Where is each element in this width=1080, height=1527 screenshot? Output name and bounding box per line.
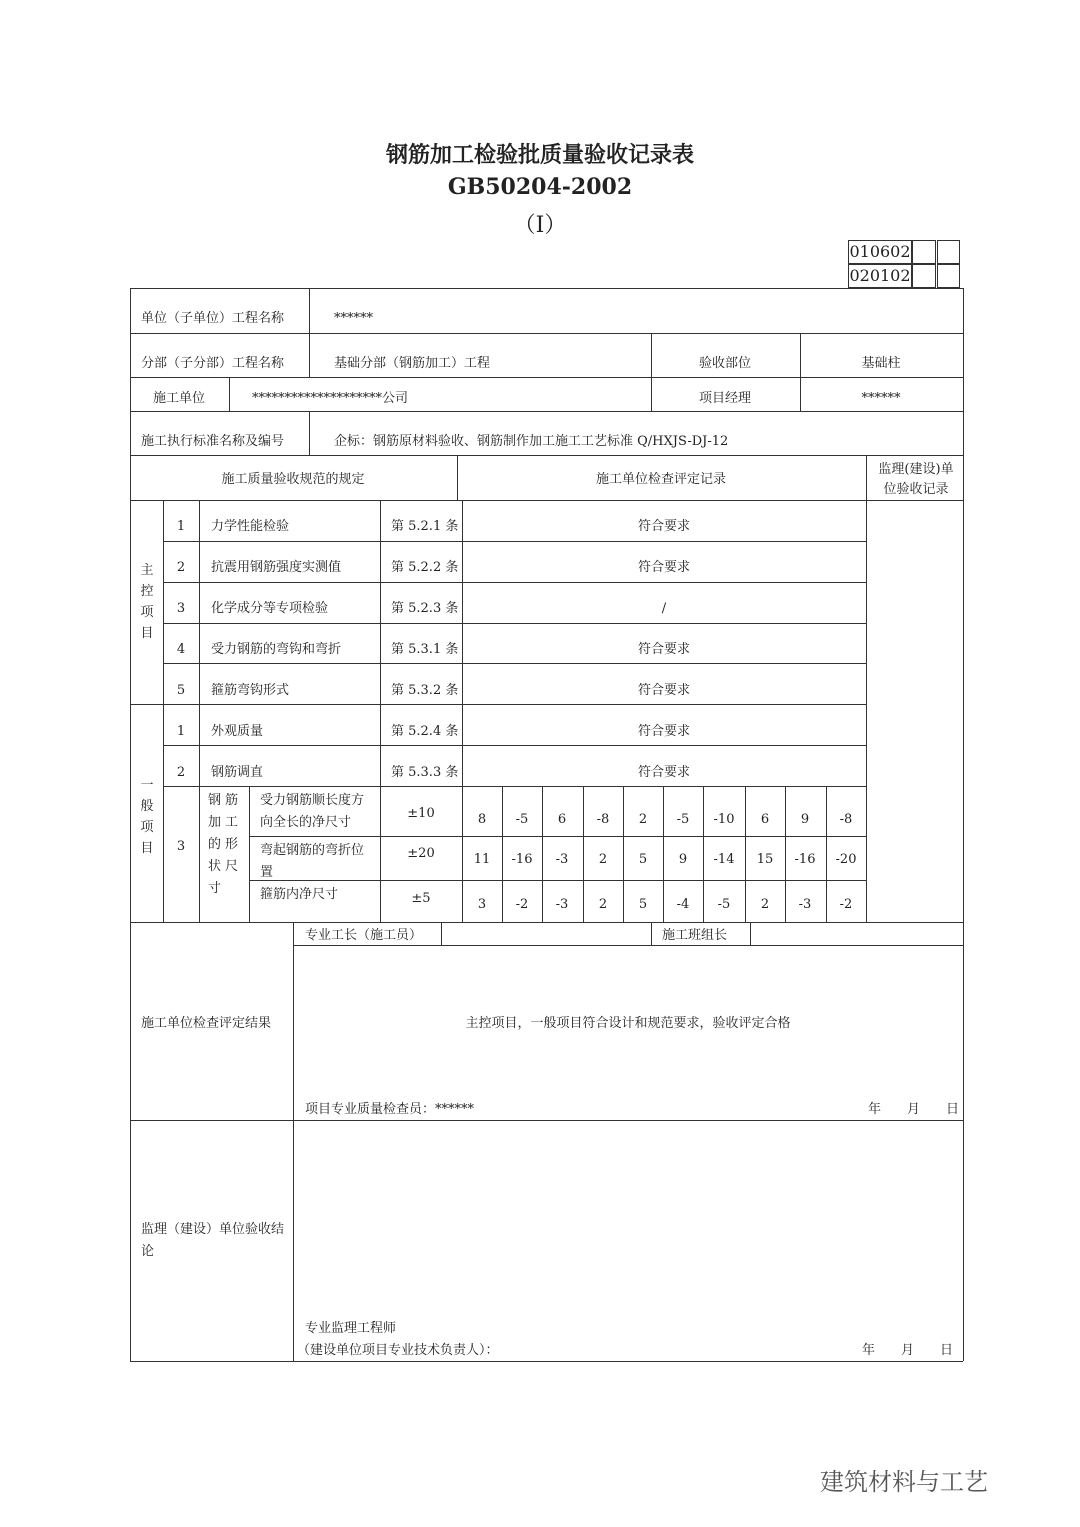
grid-line [130, 704, 866, 705]
measured-value: 6 [557, 812, 567, 827]
form-title: 钢筋加工检验批质量验收记录表 [385, 142, 695, 168]
measured-value: -16 [511, 852, 533, 867]
code-box-1: 010602 [848, 240, 912, 264]
grid-line [462, 500, 463, 922]
grid-line [293, 922, 294, 1361]
measured-value: 11 [473, 852, 491, 867]
measured-value: -10 [713, 812, 735, 827]
measured-value: -3 [798, 897, 812, 912]
team-leader-label: 施工班组长 [662, 928, 728, 943]
item-clause: 第 5.2.4 条 [391, 724, 459, 739]
code-empty-box [912, 264, 936, 288]
measured-value: -3 [555, 852, 569, 867]
grid-line [199, 500, 200, 922]
shape-row-name: 箍筋内净尺寸 [260, 887, 339, 902]
main-control-label: 主控项目 [140, 563, 154, 641]
part-label: 验收部位 [698, 356, 752, 371]
measured-value: -3 [555, 897, 569, 912]
unit-label: 单位（子单位）工程名称 [141, 311, 285, 326]
measured-value: -14 [713, 852, 735, 867]
shape-row-tolerance: ±5 [411, 891, 431, 906]
item-clause: 第 5.3.3 条 [391, 765, 459, 780]
shape-row-name: 受力钢筋顺长度方向全长的净尺寸 [260, 793, 365, 830]
measured-value: 9 [678, 852, 688, 867]
code-empty-box [937, 240, 960, 264]
measured-value: 2 [760, 897, 770, 912]
grid-line [623, 786, 624, 922]
item-name: 力学性能检验 [211, 519, 290, 534]
item-name: 外观质量 [211, 724, 264, 739]
grid-line [583, 786, 584, 922]
item-no: 1 [176, 519, 186, 534]
grid-line [163, 786, 866, 787]
result-date: 年 月 日 [868, 1102, 960, 1117]
grid-line [457, 455, 458, 500]
measured-value: 2 [638, 812, 648, 827]
grid-line [130, 500, 963, 501]
part-value: 基础柱 [861, 356, 901, 371]
item-result: 符合要求 [637, 560, 691, 575]
conclusion-date: 年 月 日 [862, 1343, 954, 1358]
grid-line [502, 786, 503, 922]
grid-line [249, 836, 866, 837]
item-result: 符合要求 [637, 683, 691, 698]
measured-value: 6 [760, 812, 770, 827]
measured-value: 9 [800, 812, 810, 827]
col-record: 施工单位检查评定记录 [595, 472, 727, 487]
code-box-2: 020102 [848, 264, 912, 288]
grid-line [293, 945, 963, 946]
code-empty-box [937, 264, 960, 288]
grid-line [663, 786, 664, 922]
item-clause: 第 5.2.2 条 [391, 560, 459, 575]
result-text: 主控项目，一般项目符合设计和规范要求，验收评定合格 [465, 1016, 791, 1031]
item-result: 符合要求 [637, 765, 691, 780]
std-label: 施工执行标准名称及编号 [141, 434, 285, 449]
unit-value: ****** [334, 311, 373, 326]
shape-no: 3 [176, 839, 186, 854]
item-clause: 第 5.3.1 条 [391, 642, 459, 657]
item-name: 钢筋调直 [211, 765, 264, 780]
item-no: 2 [176, 560, 186, 575]
inspector: 项目专业质量检查员：****** [305, 1102, 475, 1117]
grid-line [130, 333, 963, 334]
col-supervisor: 监理(建设)单位验收记录 [878, 462, 954, 497]
grid-line [866, 455, 867, 922]
shape-row-tolerance: ±10 [407, 806, 435, 821]
measured-value: -16 [794, 852, 816, 867]
grid-line [130, 1120, 963, 1121]
grid-line [750, 922, 751, 945]
grid-line [163, 745, 866, 746]
item-name: 抗震用钢筋强度实测值 [211, 560, 342, 575]
result-label: 施工单位检查评定结果 [141, 1016, 272, 1031]
measured-value: 5 [638, 897, 648, 912]
owner-label: （建设单位项目专业技术负责人）： [297, 1343, 499, 1358]
code-empty-box [912, 240, 936, 264]
grid-line [800, 333, 801, 411]
grid-line [826, 786, 827, 922]
std-value: 企标：钢筋原材料验收、钢筋制作加工施工工艺标准 Q/HXJS-DJ-12 [334, 434, 729, 449]
grid-line [963, 288, 964, 1361]
general-label: 一般项目 [140, 778, 154, 856]
item-result: 符合要求 [637, 519, 691, 534]
item-name: 化学成分等专项检验 [211, 601, 329, 616]
item-result: / [661, 601, 667, 616]
item-no: 5 [176, 683, 186, 698]
item-name: 箍筋弯钩形式 [211, 683, 290, 698]
item-result: 符合要求 [637, 724, 691, 739]
item-no: 2 [176, 765, 186, 780]
grid-line [229, 377, 230, 411]
grid-line [651, 333, 652, 411]
measured-value: 15 [756, 852, 774, 867]
measured-value: 2 [598, 897, 608, 912]
grid-line [380, 500, 381, 922]
grid-line [785, 786, 786, 922]
grid-line [703, 786, 704, 922]
shape-label: 钢筋加工的形状尺寸 [208, 793, 243, 896]
grid-line [163, 663, 866, 664]
grid-line [542, 786, 543, 922]
grid-line [309, 288, 310, 377]
measured-value: -20 [835, 852, 857, 867]
conclusion-label: 监理（建设）单位验收结论 [141, 1222, 285, 1259]
grid-line [130, 288, 131, 1361]
grid-line [441, 922, 442, 945]
contractor-value: ********************公司 [252, 391, 409, 406]
pm-label: 项目经理 [698, 391, 752, 406]
item-result: 符合要求 [637, 642, 691, 657]
grid-line [130, 411, 963, 412]
measured-value: 3 [477, 897, 487, 912]
item-clause: 第 5.3.2 条 [391, 683, 459, 698]
grid-line [130, 288, 963, 289]
item-clause: 第 5.2.1 条 [391, 519, 459, 534]
sub-label: 分部（子分部）工程名称 [141, 356, 285, 371]
engineer-label: 专业监理工程师 [305, 1321, 397, 1336]
grid-line [163, 623, 866, 624]
grid-line [745, 786, 746, 922]
grid-line [309, 411, 310, 455]
grid-line [130, 1361, 963, 1362]
grid-line [130, 922, 963, 923]
item-no: 3 [176, 601, 186, 616]
measured-value: 2 [598, 852, 608, 867]
grid-line [249, 786, 250, 922]
grid-line [130, 455, 963, 456]
measured-value: -5 [717, 897, 731, 912]
item-no: 4 [176, 642, 186, 657]
grid-line [163, 541, 866, 542]
part-number: （Ⅰ） [513, 213, 567, 238]
grid-line [163, 582, 866, 583]
measured-value: -2 [515, 897, 529, 912]
measured-value: -5 [515, 812, 529, 827]
sub-value: 基础分部（钢筋加工）工程 [334, 356, 491, 371]
grid-line [651, 922, 652, 945]
watermark: 建筑材料与工艺 [820, 1468, 988, 1496]
col-spec: 施工质量验收规范的规定 [221, 472, 365, 487]
shape-row-tolerance: ±20 [407, 846, 435, 861]
measured-value: -8 [596, 812, 610, 827]
pm-value: ****** [861, 391, 901, 406]
contractor-label: 施工单位 [152, 391, 206, 406]
measured-value: -2 [839, 897, 853, 912]
item-no: 1 [176, 724, 186, 739]
shape-row-name: 弯起钢筋的弯折位置 [260, 843, 365, 880]
item-name: 受力钢筋的弯钩和弯折 [211, 642, 342, 657]
grid-line [130, 377, 963, 378]
standard-code: GB50204-2002 [447, 174, 633, 200]
measured-value: -4 [676, 897, 690, 912]
item-clause: 第 5.2.3 条 [391, 601, 459, 616]
measured-value: -5 [676, 812, 690, 827]
measured-value: 5 [638, 852, 648, 867]
foreman-label: 专业工长（施工员） [305, 928, 423, 943]
grid-line [163, 500, 164, 922]
measured-value: -8 [839, 812, 853, 827]
measured-value: 8 [477, 812, 487, 827]
